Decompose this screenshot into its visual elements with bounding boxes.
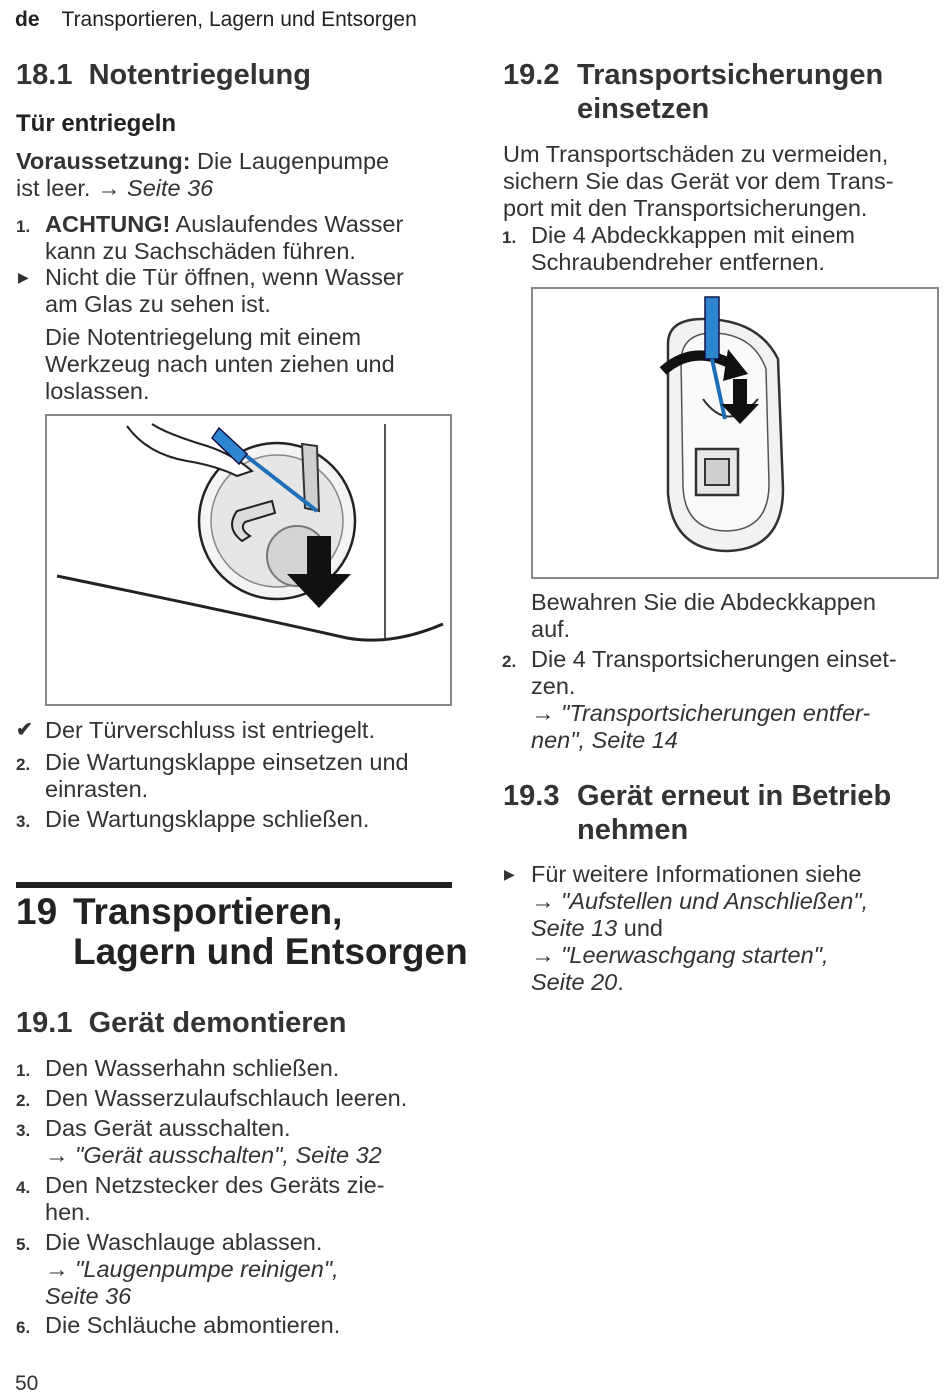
step-3: 3. Die Wartungsklappe schließen. [16, 806, 370, 832]
section-19-3-title: Gerät erneut in Betrieb nehmen [577, 780, 892, 846]
warning-bullet: ▶ Nicht die Tür öffnen, wenn Wasser am Glas zu sehen ist. [18, 264, 404, 317]
page-link[interactable]: Seite 36 [45, 1283, 132, 1309]
list-item: 4. Den Netzstecker des Geräts zie- hen. [16, 1172, 385, 1225]
prerequisite: Voraussetzung: Die Laugenpumpe ist leer. → Seite 36 [16, 148, 390, 201]
chapter-19-title: Transportieren, Lagern und Entsorgen [73, 891, 468, 972]
section-18-1-heading: 18.1 Notentriegelung [16, 59, 311, 91]
intro-paragraph: Um Transportschäden zu vermeiden, sichern Sie das Gerät vor dem Trans- port mit den Transportsicherungen. [503, 141, 894, 221]
list-item: 6. Die Schläuche abmontieren. [16, 1312, 341, 1338]
language-code: de [15, 8, 40, 31]
section-19-2-number: 19.2 [503, 59, 560, 91]
chapter-rule [16, 882, 452, 888]
cover-cap-illustration [531, 287, 939, 579]
step-1: 1. Die 4 Abdeckkappen mit einem Schraubendreher entfernen. [502, 222, 855, 275]
chapter-19-heading: 19 [16, 891, 58, 932]
list-item: 5. Die Waschlauge ablassen. → "Laugenpumpe reinigen", Seite 36 [16, 1229, 339, 1309]
bullet-triangle-icon: ▶ [18, 269, 29, 285]
section-19-3-number: 19.3 [503, 780, 560, 812]
page-link[interactable]: Seite 13 [531, 915, 618, 941]
section-19-1-heading: 19.1 Gerät demontieren [16, 1007, 347, 1039]
page-link[interactable]: → "Aufstellen und Anschließen", [531, 888, 869, 914]
cover-cap-drawing [533, 289, 936, 576]
step-1: 1. ACHTUNG! Auslaufendes Wasser kann zu Sachschäden führen. [16, 211, 404, 264]
step-2: 2. Die 4 Transportsicherungen einset- zen. → "Transportsicherungen entfer- nen", Seite 14 [502, 646, 897, 753]
running-title: Transportieren, Lagern und Entsorgen [61, 8, 417, 31]
bullet-triangle-icon: ▶ [504, 866, 515, 882]
door-release-drawing [47, 416, 449, 703]
page-link[interactable]: → "Leerwaschgang starten", [531, 942, 829, 968]
list-item: 1. Den Wasserhahn schließen. [16, 1055, 340, 1081]
page-link[interactable]: → "Gerät ausschalten", Seite 32 [45, 1142, 382, 1168]
page-link[interactable]: → "Laugenpumpe reinigen", [45, 1256, 339, 1282]
section-19-2-title: Transportsicherungen einsetzen [577, 59, 884, 125]
list-item: 3. Das Gerät ausschalten. → "Gerät ausschalten", Seite 32 [16, 1115, 382, 1168]
keep-caps-note: Bewahren Sie die Abdeckkappen auf. [531, 589, 876, 642]
check-icon: ✔ [16, 719, 33, 741]
list-item: 2. Den Wasserzulaufschlauch leeren. [16, 1085, 408, 1111]
info-bullet: ▶ Für weitere Informationen siehe → "Aufstellen und Anschließen", Seite 13 und → "Leerwaschgang starten", Seite 20. [504, 861, 869, 995]
emergency-release-illustration [45, 414, 452, 706]
page-number: 50 [15, 1372, 39, 1392]
door-unlock-subheading: Tür entriegeln [16, 110, 177, 137]
running-header [15, 8, 417, 32]
instruction-paragraph: Die Notentriegelung mit einem Werkzeug nach unten ziehen und loslassen. [45, 324, 395, 404]
page-link[interactable]: Seite 20 [531, 969, 618, 995]
page-link[interactable]: nen", Seite 14 [531, 727, 678, 753]
result-line: ✔ Der Türverschluss ist entriegelt. [16, 717, 375, 743]
step-2: 2. Die Wartungsklappe einsetzen und einrasten. [16, 749, 409, 802]
page-link[interactable]: Seite 36 [127, 175, 214, 201]
page-link[interactable]: → "Transportsicherungen entfer- [531, 700, 871, 726]
